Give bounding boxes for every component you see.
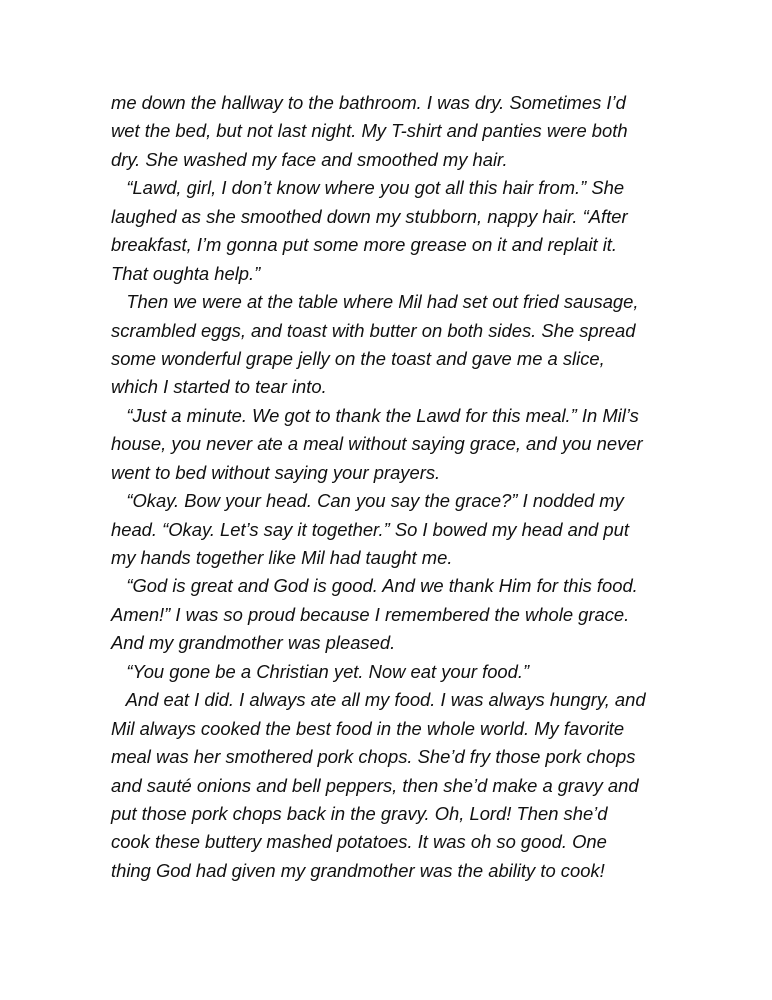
- text-line: That oughta help.”: [111, 262, 261, 284]
- text-line: “God is great and God is good. And we thank Him for this food.: [111, 575, 638, 597]
- text-line: “Lawd, girl, I don’t know where you got all this hair from.” She: [111, 177, 625, 199]
- text-line: cook these buttery mashed potatoes. It was oh so good. One: [111, 831, 607, 853]
- text-line: scrambled eggs, and toast with butter on both sides. She spread: [111, 319, 636, 341]
- text-line: Then we were at the table where Mil had set out fried sausage,: [111, 291, 639, 313]
- text-line: some wonderful grape jelly on the toast and gave me a slice,: [111, 347, 605, 369]
- text-line: thing God had given my grandmother was the ability to cook!: [111, 859, 605, 881]
- text-line: house, you never ate a meal without saying grace, and you never: [111, 433, 643, 455]
- text-line: my hands together like Mil had taught me.: [111, 547, 453, 568]
- text-line: dry. She washed my face and smoothed my hair.: [111, 148, 508, 170]
- text-line: and sauté onions and bell peppers, then she’d make a gravy and: [111, 774, 639, 796]
- text-line: “Okay. Bow your head. Can you say the grace?” I nodded my: [111, 490, 624, 512]
- text-line: Amen!” I was so proud because I remembered the whole grace.: [111, 603, 630, 625]
- text-line: Mil always cooked the best food in the whole world. My favorite: [111, 717, 625, 739]
- text-line: breakfast, I’m gonna put some more grease on it and replait it.: [111, 234, 618, 256]
- text-line: And eat I did. I always ate all my food. I was always hungry, and: [111, 689, 646, 711]
- text-line: “You gone be a Christian yet. Now eat your food.”: [111, 660, 530, 682]
- text-line: meal was her smothered pork chops. She’d fry those pork chops: [111, 746, 636, 768]
- text-line: “Just a minute. We got to thank the Lawd for this meal.” In Mil’s: [111, 404, 639, 426]
- text-line: And my grandmother was pleased.: [111, 632, 396, 654]
- page-text: [111, 89, 671, 885]
- text-line: went to bed without saying your prayers.: [111, 461, 441, 483]
- text-line: laughed as she smoothed down my stubborn, nappy hair. “After: [111, 205, 628, 227]
- text-line: which I started to tear into.: [111, 376, 327, 398]
- text-line: head. “Okay. Let’s say it together.” So I bowed my head and put: [111, 518, 629, 540]
- text-line: wet the bed, but not last night. My T-shirt and panties were both: [111, 120, 628, 142]
- text-line: me down the hallway to the bathroom. I was dry. Sometimes I’d: [111, 92, 626, 113]
- text-line: put those pork chops back in the gravy. Oh, Lord! Then she’d: [111, 802, 608, 824]
